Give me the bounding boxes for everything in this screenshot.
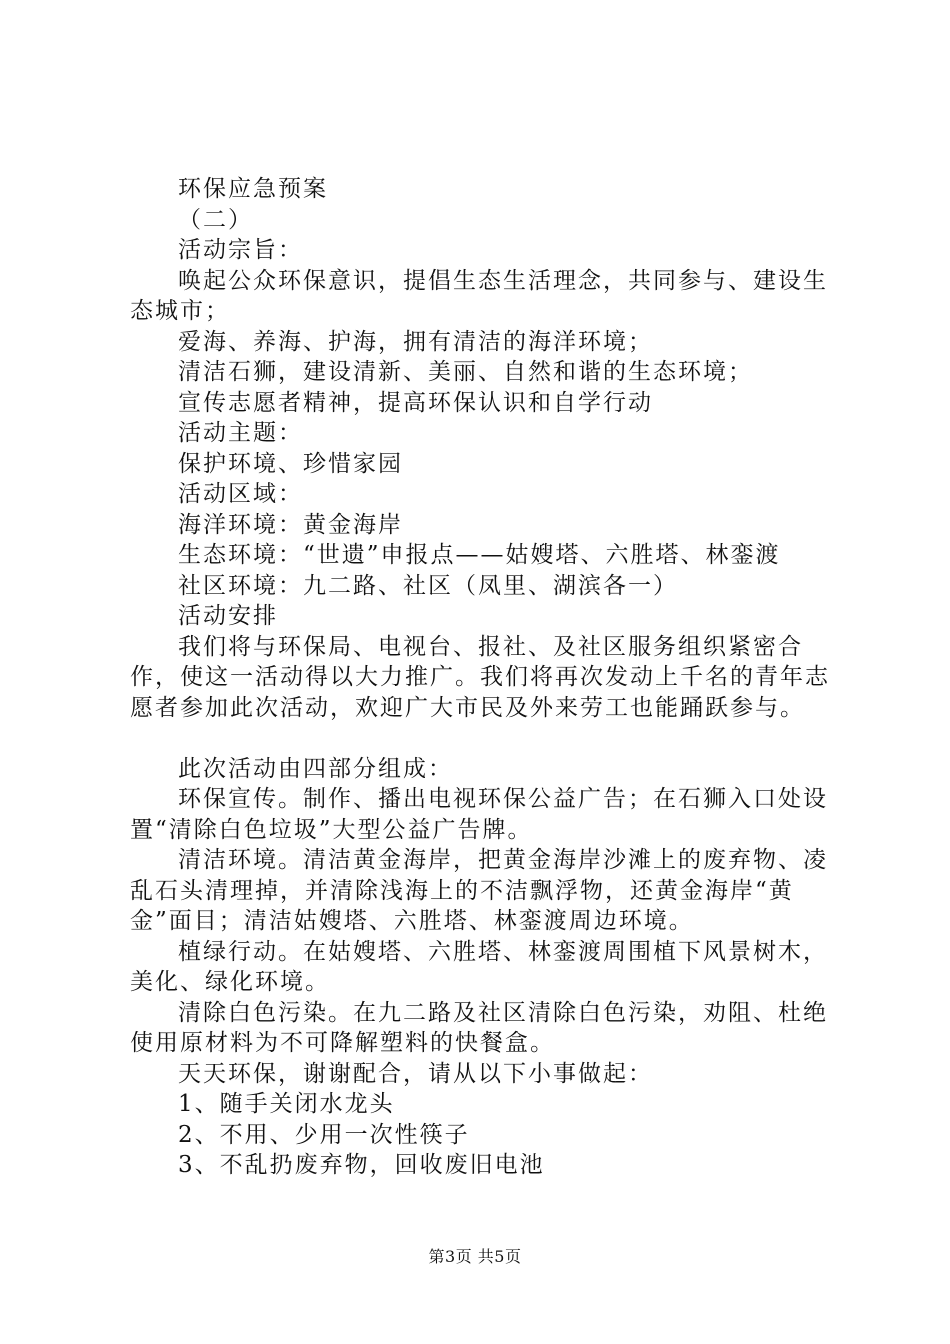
paragraph: 环保宣传。制作、播出电视环保公益广告；在石狮入口处设置“清除白色垃圾”大型公益广告牌。	[130, 786, 828, 843]
paragraph: 爱海、养海、护海，拥有清洁的海洋环境；	[178, 328, 653, 355]
list-item: 2、不用、少用一次性筷子	[178, 1121, 470, 1148]
paragraph: 天天环保，谢谢配合，请从以下小事做起：	[178, 1060, 653, 1087]
paragraph: 清除白色污染。在九二路及社区清除白色污染，劝阻、杜绝使用原材料为不可降解塑料的快餐盒。	[130, 999, 828, 1056]
document-body	[130, 174, 835, 1181]
document-title: 环保应急预案	[178, 176, 328, 202]
paragraph: 此次活动由四部分组成：	[178, 755, 453, 782]
list-item: 3、不乱扔废弃物，回收废旧电池	[178, 1152, 545, 1178]
paragraph: 清洁环境。清洁黄金海岸，把黄金海岸沙滩上的废弃物、凌乱石头清理掉，并清除浅海上的不洁飘浮物，还黄金海岸“黄金”面目；清洁姑嫂塔、六胜塔、林銮渡周边环境。	[130, 847, 828, 934]
heading-theme: 活动主题：	[178, 420, 303, 446]
paragraph: 我们将与环保局、电视台、报社、及社区服务组织紧密合作，使这一活动得以大力推广。我们将再次发动上千名的青年志愿者参加此次活动，欢迎广大市民及外来劳工也能踊跃参与。	[130, 633, 830, 721]
paragraph: 清洁石狮，建设清新、美丽、自然和谐的生态环境；	[178, 359, 753, 385]
paragraph-spacer	[130, 723, 835, 754]
section-number: （二）	[178, 206, 253, 233]
heading-area: 活动区域：	[178, 481, 303, 507]
paragraph: 社区环境：九二路、社区（凤里、湖滨各一）	[178, 572, 678, 599]
paragraph: 植绿行动。在姑嫂塔、六胜塔、林銮渡周围植下风景树木，美化、绿化环境。	[130, 938, 828, 995]
paragraph: 唤起公众环保意识，提倡生态生活理念，共同参与、建设生态城市；	[130, 267, 828, 324]
heading-purpose: 活动宗旨：	[178, 237, 303, 263]
page-number-footer: 第3页 共5页	[428, 1247, 522, 1266]
heading-arrangement: 活动安排	[178, 603, 278, 629]
paragraph: 宣传志愿者精神，提高环保认识和自学行动	[178, 389, 653, 416]
paragraph: 海洋环境：黄金海岸	[178, 511, 403, 538]
paragraph: 生态环境：“世遗”申报点——姑嫂塔、六胜塔、林銮渡	[178, 542, 781, 568]
list-item: 1、随手关闭水龙头	[178, 1091, 395, 1117]
paragraph: 保护环境、珍惜家园	[178, 450, 403, 477]
